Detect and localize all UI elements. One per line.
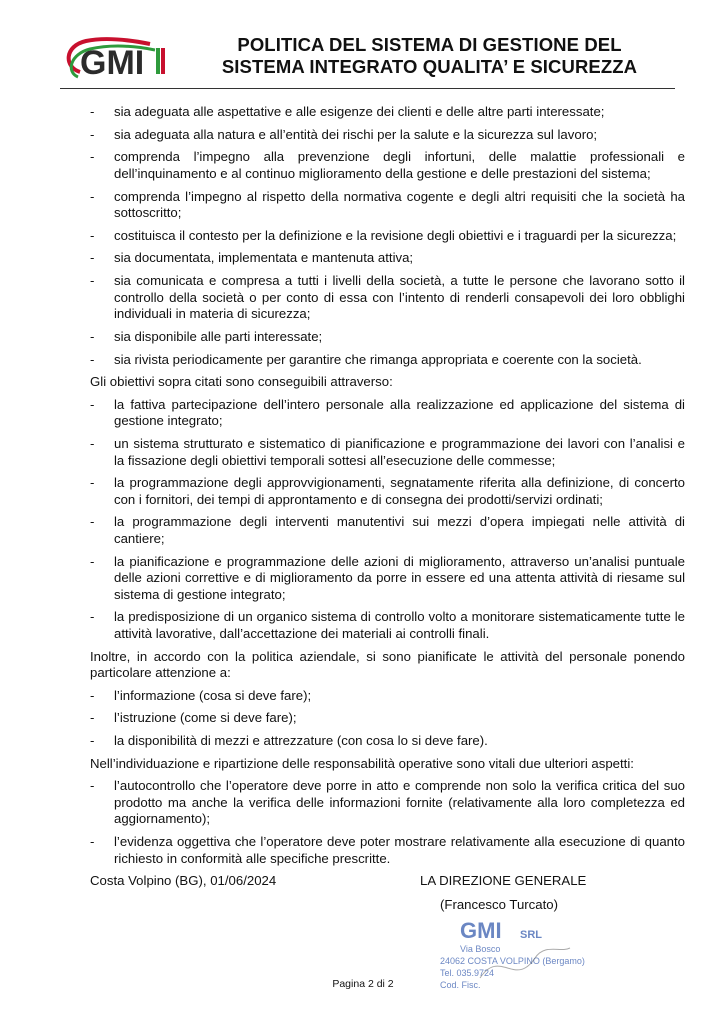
aspects-list [90,778,685,867]
title-line-2: SISTEMA INTEGRATO QUALITA’ E SICUREZZA [221,56,638,77]
attention-list [90,688,685,750]
stamp-line-2: 24062 COSTA VOLPINO (Bergamo) [440,956,585,966]
policy-list [90,104,685,368]
list-item: - sia disponibile alle parti interessate; [90,329,685,346]
stamp-suffix: SRL [520,929,542,941]
logo-text: GMI [80,44,145,82]
list-item: - l’evidenza oggettiva che l’operatore deve poter mostrare relativamente alla esecuzione di quanto richiesto in conformità alle specifiche prescritte. [90,834,685,867]
page-number: Pagina 2 di 2 [332,978,394,990]
title-line-1: POLITICA DEL SISTEMA DI GESTIONE DEL [237,34,622,55]
list-item: - la predisposizione di un organico sistema di controllo volto a monitorare sistematicamente tutte le attività lavorative, dall’accettazione dei materiali ai controlli finali. [90,609,685,642]
list-item: - l’autocontrollo che l’operatore deve porre in atto e comprende non solo la verifica critica del suo prodotto ma anche la verifica delle informazioni fornite (relativamente alla loro completezza ed aggiornamento); [90,778,685,828]
stamp-line-4: Cod. Fisc. [440,980,481,990]
objectives-paragraph: Gli obiettivi sopra citati sono conseguibili attraverso: [90,374,393,390]
gmi-logo [60,34,175,84]
list-item: - sia rivista periodicamente per garantire che rimanga appropriata e coerente con la società. [90,352,685,369]
document-body [90,104,685,873]
signer-name: (Francesco Turcato) [440,897,558,912]
list-item: - la pianificazione e programmazione delle azioni di miglioramento, attraverso un’analisi puntuale delle azioni correttive e di miglioramento da porre in essere ed una attenta attività di riesame sul sistema di gestione integrato; [90,554,685,604]
list-item: - comprenda l’impegno al rispetto della normativa cogente e degli altri requisiti che la società ha sottoscritto; [90,189,685,222]
list-item: - sia documentata, implementata e mantenuta attiva; [90,250,685,267]
list-item: - sia adeguata alle aspettative e alle esigenze dei clienti e delle altre parti interessate; [90,104,685,121]
individuazione-paragraph: Nell’individuazione e ripartizione delle responsabilità operative sono vitali due ulteriori aspetti: [90,755,634,771]
place-date: Costa Volpino (BG), 01/06/2024 [90,873,277,888]
list-item: - sia adeguata alla natura e all’entità dei rischi per la salute e la sicurezza sul lavoro; [90,127,685,144]
list-item: - l’informazione (cosa si deve fare); [90,688,685,705]
list-item: - l’istruzione (come si deve fare); [90,710,685,727]
stamp-line-3: Tel. 035.9724 [440,968,495,978]
list-item: - comprenda l’impegno alla prevenzione degli infortuni, delle malattie professionali e dell’inquinamento e al continuo miglioramento della gestione e delle prestazioni del sistema; [90,149,685,182]
list-item: - un sistema strutturato e sistematico di pianificazione e programmazione dei lavori con l’analisi e la fissazione degli obiettivi temporali sottesi all’esecuzione delle commesse; [90,436,685,469]
list-item: - la programmazione degli interventi manutentivi sui mezzi d’opera impiegati nelle attività di cantiere; [90,514,685,547]
stamp-brand: GMI [460,918,502,943]
header-divider [60,88,675,89]
document-header [60,30,675,86]
objectives-list [90,397,685,642]
stamp-line-1: Via Bosco [460,944,501,954]
inoltre-paragraph: Inoltre, in accordo con la politica aziendale, si sono pianificate le attività del personale ponendo particolare attenzione a: [90,648,685,680]
list-item: - la programmazione degli approvvigionamenti, segnatamente riferita alla definizione, di concerto con i fornitori, dei tempi di approntamento e di consegna dei prodotti/servizi ordinati; [90,475,685,508]
list-item: - sia comunicata e compresa a tutti i livelli della società, a tutte le persone che lavorano sotto il controllo della società o per conto di essa con l’intento di renderli consapevoli dei loro obblighi individuali in materia di sicurezza; [90,273,685,323]
direction-label: LA DIREZIONE GENERALE [420,873,587,888]
list-item: - costituisca il contesto per la definizione e la revisione degli obiettivi e i traguardi per la sicurezza; [90,228,685,245]
list-item: - la fattiva partecipazione dell’intero personale alla realizzazione ed applicazione del sistema di gestione integrato; [90,397,685,430]
document-title [182,34,677,78]
list-item: - la disponibilità di mezzi e attrezzature (con cosa lo si deve fare). [90,733,685,750]
